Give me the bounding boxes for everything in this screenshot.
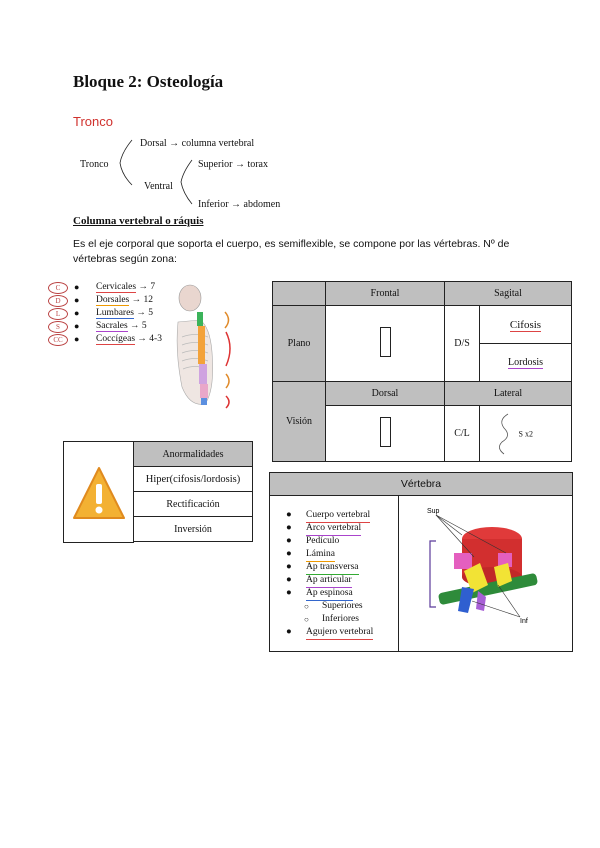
vertebra-illustration [402,501,568,647]
bullet-icon: ● [286,575,292,585]
warning-panel [63,441,134,543]
part-label: Ap transversa [306,561,359,575]
zone-tag: D [48,295,68,307]
lateral-curve-cell [480,406,572,462]
sx2-label: S x2 [518,429,533,438]
cell-ds: D/S [445,306,480,382]
bullet-icon: ● [74,321,80,331]
zones-list [48,282,178,352]
part-label: Lámina [306,548,335,562]
zone-count: → 12 [131,295,153,305]
row-plano: Plano [273,306,326,382]
zone-label: Sacrales [96,321,128,331]
part-label: Ap espinosa [306,587,353,601]
cifosis-label: Cifosis [509,318,542,331]
columna-paragraph: Es el eje corporal que soporta el cuerpo, es semiflexible, se compone por las vértebras. Nº de vértebras según zona: [73,238,510,265]
subpart-label: Superiores [322,601,363,611]
rectangle-icon [380,417,391,447]
sup-label: Sup [427,508,440,515]
tree-inferior: Inferior → abdomen [198,199,281,210]
zone-label: Lumbares [96,308,134,318]
anomalies-table [133,441,253,542]
bullet-icon: ● [286,510,292,520]
cell-cl: C/L [445,406,480,462]
planes-table [272,281,572,462]
spine-skeleton-illustration [170,282,240,422]
vertebra-panel [269,472,573,652]
circle-bullet-icon: ○ [304,602,309,611]
header-frontal: Frontal [326,282,445,306]
zone-tag: S [48,321,68,333]
header-sagital: Sagital [445,282,572,306]
part-label: Ap articular [306,574,352,588]
vertebra-title: Vértebra [270,473,572,496]
zone-tag: CC [48,334,68,346]
zone-tag: L [48,308,68,320]
zone-text [96,321,147,331]
zone-text [96,308,153,318]
tree-superior: Superior → torax [198,159,268,170]
inf-label: Inf [520,618,528,625]
anomalies-header: Anormalidades [134,442,253,467]
part-label: Arco vertebral [306,522,361,536]
frontal-rect-cell [326,306,445,382]
zone-count: → 4-3 [137,334,162,344]
tree-dorsal: Dorsal → columna vertebral [140,138,255,149]
s-curve-icon [494,412,516,456]
zone-tag: C [48,282,68,294]
anomaly-item: Rectificación [134,492,253,517]
tronco-tree [0,0,600,215]
bullet-icon: ● [286,523,292,533]
bullet-icon: ● [286,549,292,559]
bullet-icon: ● [74,282,80,292]
cell-cifosis [480,306,572,344]
bullet-icon: ● [74,334,80,344]
bullet-icon: ● [286,588,292,598]
row-vision: Visión [273,382,326,462]
anomaly-item: Hiper(cifosis/lordosis) [134,467,253,492]
zone-label: Cervicales [96,282,137,292]
tree-root: Tronco [80,159,109,170]
subpart-label: Inferiores [322,614,359,624]
part-label: Pedículo [306,536,340,546]
zone-label: Coccígeas [96,334,136,344]
anomaly-item: Inversión [134,517,253,542]
page-title: Bloque 2: Osteología [73,72,224,91]
tronco-heading: Tronco [73,114,113,129]
circle-bullet-icon: ○ [304,615,309,624]
bullet-icon: ● [286,627,292,637]
zone-count: → 5 [130,321,147,331]
rectangle-icon [380,327,391,357]
bullet-icon: ● [74,308,80,318]
corner-cell [273,282,326,306]
header-lateral: Lateral [445,382,572,406]
zone-label: Dorsales [96,295,130,305]
lordosis-label: Lordosis [508,357,543,368]
bullet-icon: ● [74,295,80,305]
cell-lordosis [480,344,572,382]
zone-text [96,282,155,292]
part-label: Agujero vertebral [306,626,373,640]
zone-text [96,334,162,344]
header-dorsal: Dorsal [326,382,445,406]
columna-title: Columna vertebral o ráquis [73,215,204,227]
zone-count: → 7 [138,282,156,292]
part-label: Cuerpo vertebral [306,509,370,523]
bullet-icon: ● [286,536,292,546]
bullet-icon: ● [286,562,292,572]
dorsal-rect-cell [326,406,445,462]
divider [398,495,399,651]
zone-text [96,295,153,305]
warning-icon [64,442,134,542]
tree-braces [0,0,600,215]
tree-ventral: Ventral [144,181,173,192]
zone-count: → 5 [136,308,153,318]
